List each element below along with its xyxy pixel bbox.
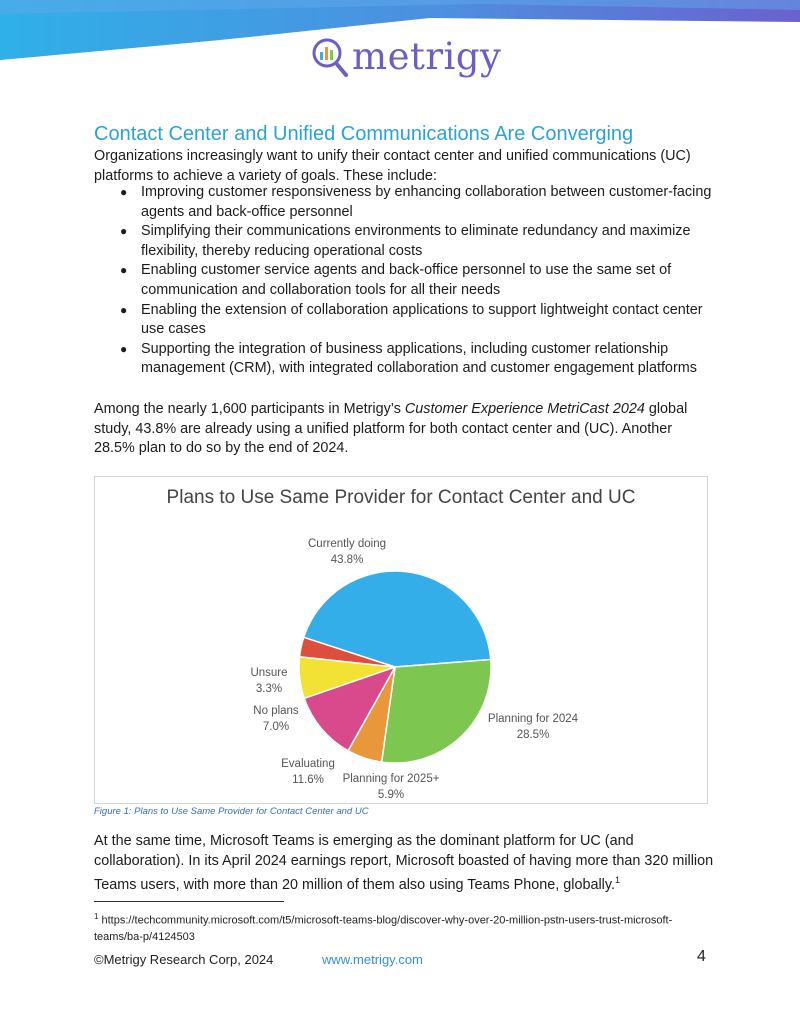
intro-paragraph: Organizations increasingly want to unify their contact center and unified communications (UC) platforms to achieve a variety of goals. These include: (94, 148, 691, 184)
pie-chart-plot (95, 477, 707, 803)
slice-label: Planning for 2024 (487, 713, 579, 725)
figure-caption: Figure 1: Plans to Use Same Provider for Contact Center and UC (94, 806, 369, 817)
teams-paragraph: At the same time, Microsoft Teams is emerging as the dominant platform for UC (and collaboration). In its April 2024 earnings report, Microsoft boasted of having more than 320 million Teams users, with more than 20 million of them also using Teams Phone, globally.$^1$ (94, 833, 714, 893)
slice-value-label: 28.5% (516, 729, 550, 741)
bullet-icon: ● (120, 341, 128, 356)
bullet-icon: ● (120, 263, 128, 278)
pie-chart (94, 476, 708, 804)
slice-value-label: 5.9% (377, 789, 405, 801)
slice-value-label: 11.6% (292, 774, 324, 786)
page-number: 4 (697, 948, 706, 965)
footer-website-link[interactable]: www.metrigy.com (322, 952, 423, 967)
slice-value-label: 3.3% (255, 683, 283, 695)
logo-wordmark: metrigy (352, 35, 502, 78)
footnote-divider (94, 901, 284, 902)
slice-label: Planning for 2025+ (342, 773, 440, 785)
list-item: ● Improving customer responsiveness by enhancing collaboration between customer-facing agents and back-office personnel (120, 184, 712, 220)
bullet-icon: ● (120, 224, 128, 239)
slice-value-label: 7.0% (262, 721, 290, 733)
bullet-icon: ● (120, 185, 128, 199)
footnote-link[interactable]: https://techcommunity.microsoft.com/t5/microsoft-teams-blog/discover-why-over-20-million-pstn-users-trust-microsoft-teams/ba-p/4124503 (94, 914, 673, 943)
chart-title: Plans to Use Same Provider for Contact Center and UC (166, 487, 636, 508)
study-paragraph: Among the nearly 1,600 participants in Metrigy’s Customer Experience MetriCast 2024 global study, 43.8% are already using a unified platform for both contact center and (UC). Another 28.5% plan to do so by the end of 2024. (94, 401, 688, 457)
list-item: ● Simplifying their communications environments to eliminate redundancy and maximize flexibility, thereby reducing operational costs (120, 223, 691, 259)
bullet-icon: ● (120, 302, 128, 317)
list-item: ● Supporting the integration of business applications, including customer relationship management (CRM), with integrated collaboration and customer engagement platforms (120, 340, 697, 377)
pie-slice-planning-for-2024 (382, 660, 491, 763)
footnote-ref: 1 (614, 875, 620, 886)
slice-label: Evaluating (281, 758, 335, 770)
slice-label: No plans (253, 705, 299, 717)
footer-copyright: ©Metrigy Research Corp, 2024 (94, 952, 274, 967)
list-item: ● Enabling the extension of collaboration applications to support lightweight contact center use cases (120, 301, 703, 338)
footnote: $^1$ https://techcommunity.microsoft.com/t5/microsoft-teams-blog/discover-why-over-20-million-pstn-users-trust-microsoft-teams/ba-p/4124503 (94, 912, 673, 943)
list-item: ● Enabling customer service agents and back-office personnel to use the same set of communication and collaboration tools for all their needs (120, 262, 672, 298)
slice-value-label: 43.8% (330, 554, 364, 566)
slice-label: Unsure (250, 667, 288, 679)
study-name: Customer Experience MetriCast 2024 (404, 401, 645, 417)
slice-label: Currently doing (308, 538, 386, 550)
goals-list (94, 183, 714, 379)
magnifier-chart-icon (310, 36, 350, 80)
section-title: Contact Center and Unified Communications Are Converging (94, 123, 634, 145)
